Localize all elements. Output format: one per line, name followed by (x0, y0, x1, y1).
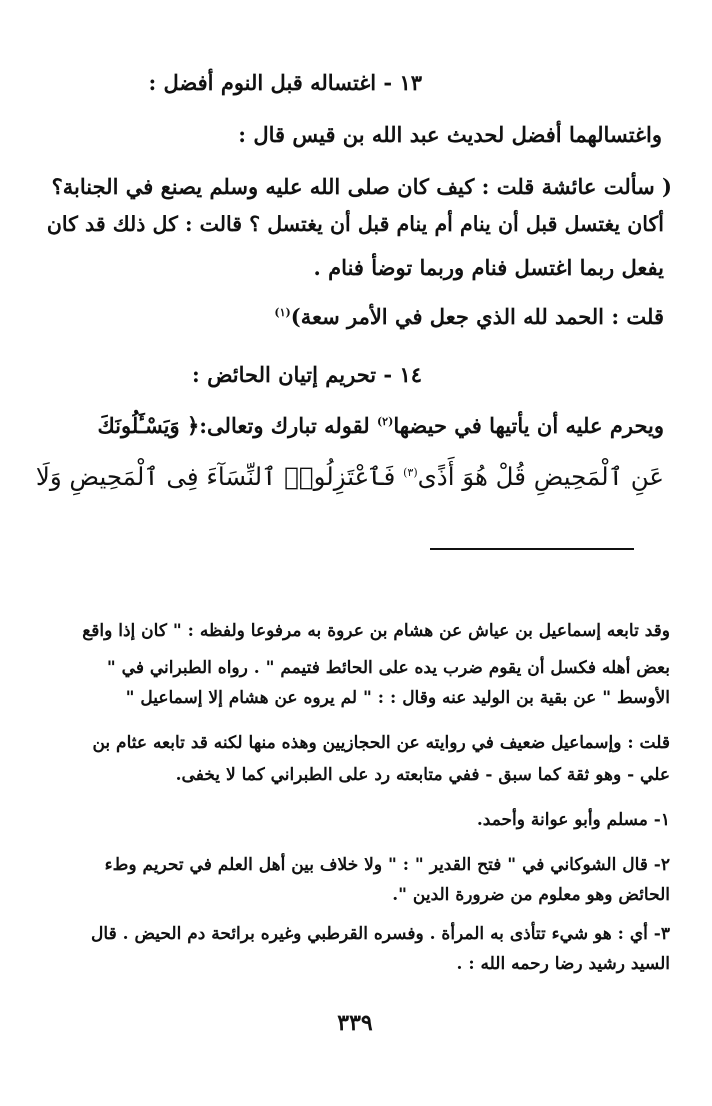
footnote-a-line-1: وقد تابعه إسماعيل بن عياش عن هشام بن عروة به مرفوعا ولفظه : " كان إذا واقع (82, 621, 670, 641)
heading-14: ١٤ - تحريم إتيان الحائض : (192, 362, 422, 387)
footnote-1: ١- مسلم وأبو عوانة وأحمد. (476, 810, 670, 830)
hadith-line-1: ( سألت عائشة قلت : كيف كان صلى الله عليه وسلم يصنع في الجنابة؟ (51, 174, 672, 199)
quran-text-a: عَنِ ٱلْمَحِيضِ قُلْ هُوَ أَذًى (417, 462, 664, 491)
para-14-text-a: ويحرم عليه أن يأتيها في حيضها (393, 413, 664, 438)
para-14-text-b: لقوله تبارك وتعالى:﴿ وَيَسْـَٔلُونَكَ (97, 413, 377, 438)
footnote-ref-3: (٣) (403, 465, 418, 479)
quran-verse-line (36, 462, 664, 491)
footnote-b-line-1: قلت : وإسماعيل ضعيف في روايته عن الحجازيين وهذه منها لكنه قد تابعه عثام بن (92, 733, 670, 753)
page-number: ٣٣٩ (337, 1010, 373, 1036)
footnote-3-line-2: السيد رشيد رضا رحمه الله : . (456, 954, 670, 974)
footnote-2-line-1: ٢- قال الشوكاني في " فتح القدير " : " ولا خلاف بين أهل العلم في تحريم وطء (104, 855, 670, 875)
hadith-line-3: يفعل ربما اغتسل فنام وربما توضأ فنام . (313, 255, 664, 280)
footnote-ref-1: (١) (274, 306, 291, 319)
hadith-line-2: أكان يغتسل قبل أن ينام أم ينام قبل أن يغتسل ؟ قالت : كل ذلك قد كان (46, 212, 664, 236)
para-14-line-1 (97, 413, 664, 438)
heading-13: ١٣ - اغتساله قبل النوم أفضل : (148, 70, 422, 95)
hadith-line-4-text: قلت : الحمد لله الذي جعل في الأمر سعة) (290, 304, 664, 329)
footnote-a-line-3: الأوسط " عن بقية بن الوليد عنه وقال : : " لم يروه عن هشام إلا إسماعيل " (125, 688, 670, 708)
footnote-2-line-2: الحائض وهو معلوم من ضرورة الدين ". (392, 885, 670, 905)
footnote-separator (430, 548, 634, 550)
footnote-ref-2: (٢) (376, 415, 394, 428)
intro-line: واغتسالهما أفضل لحديث عبد الله بن قيس قال : (238, 122, 662, 147)
footnote-a-line-2: بعض أهله فكسل أن يقوم ضرب يده على الحائط فتيمم " . رواه الطبراني في " (106, 658, 670, 678)
footnote-b-line-2: علي - وهو ثقة كما سبق - ففي متابعته رد على الطبراني كما لا يخفى. (175, 765, 670, 785)
hadith-line-4 (274, 304, 664, 329)
quran-text-b: فَٱعْتَزِلُوا۟ ٱلنِّسَآءَ فِى ٱلْمَحِيضِ وَلَا (35, 462, 404, 491)
footnote-3-line-1: ٣- أي : هو شيء تتأذى به المرأة . وفسره القرطبي وغيره برائحة دم الحيض . قال (91, 924, 670, 944)
